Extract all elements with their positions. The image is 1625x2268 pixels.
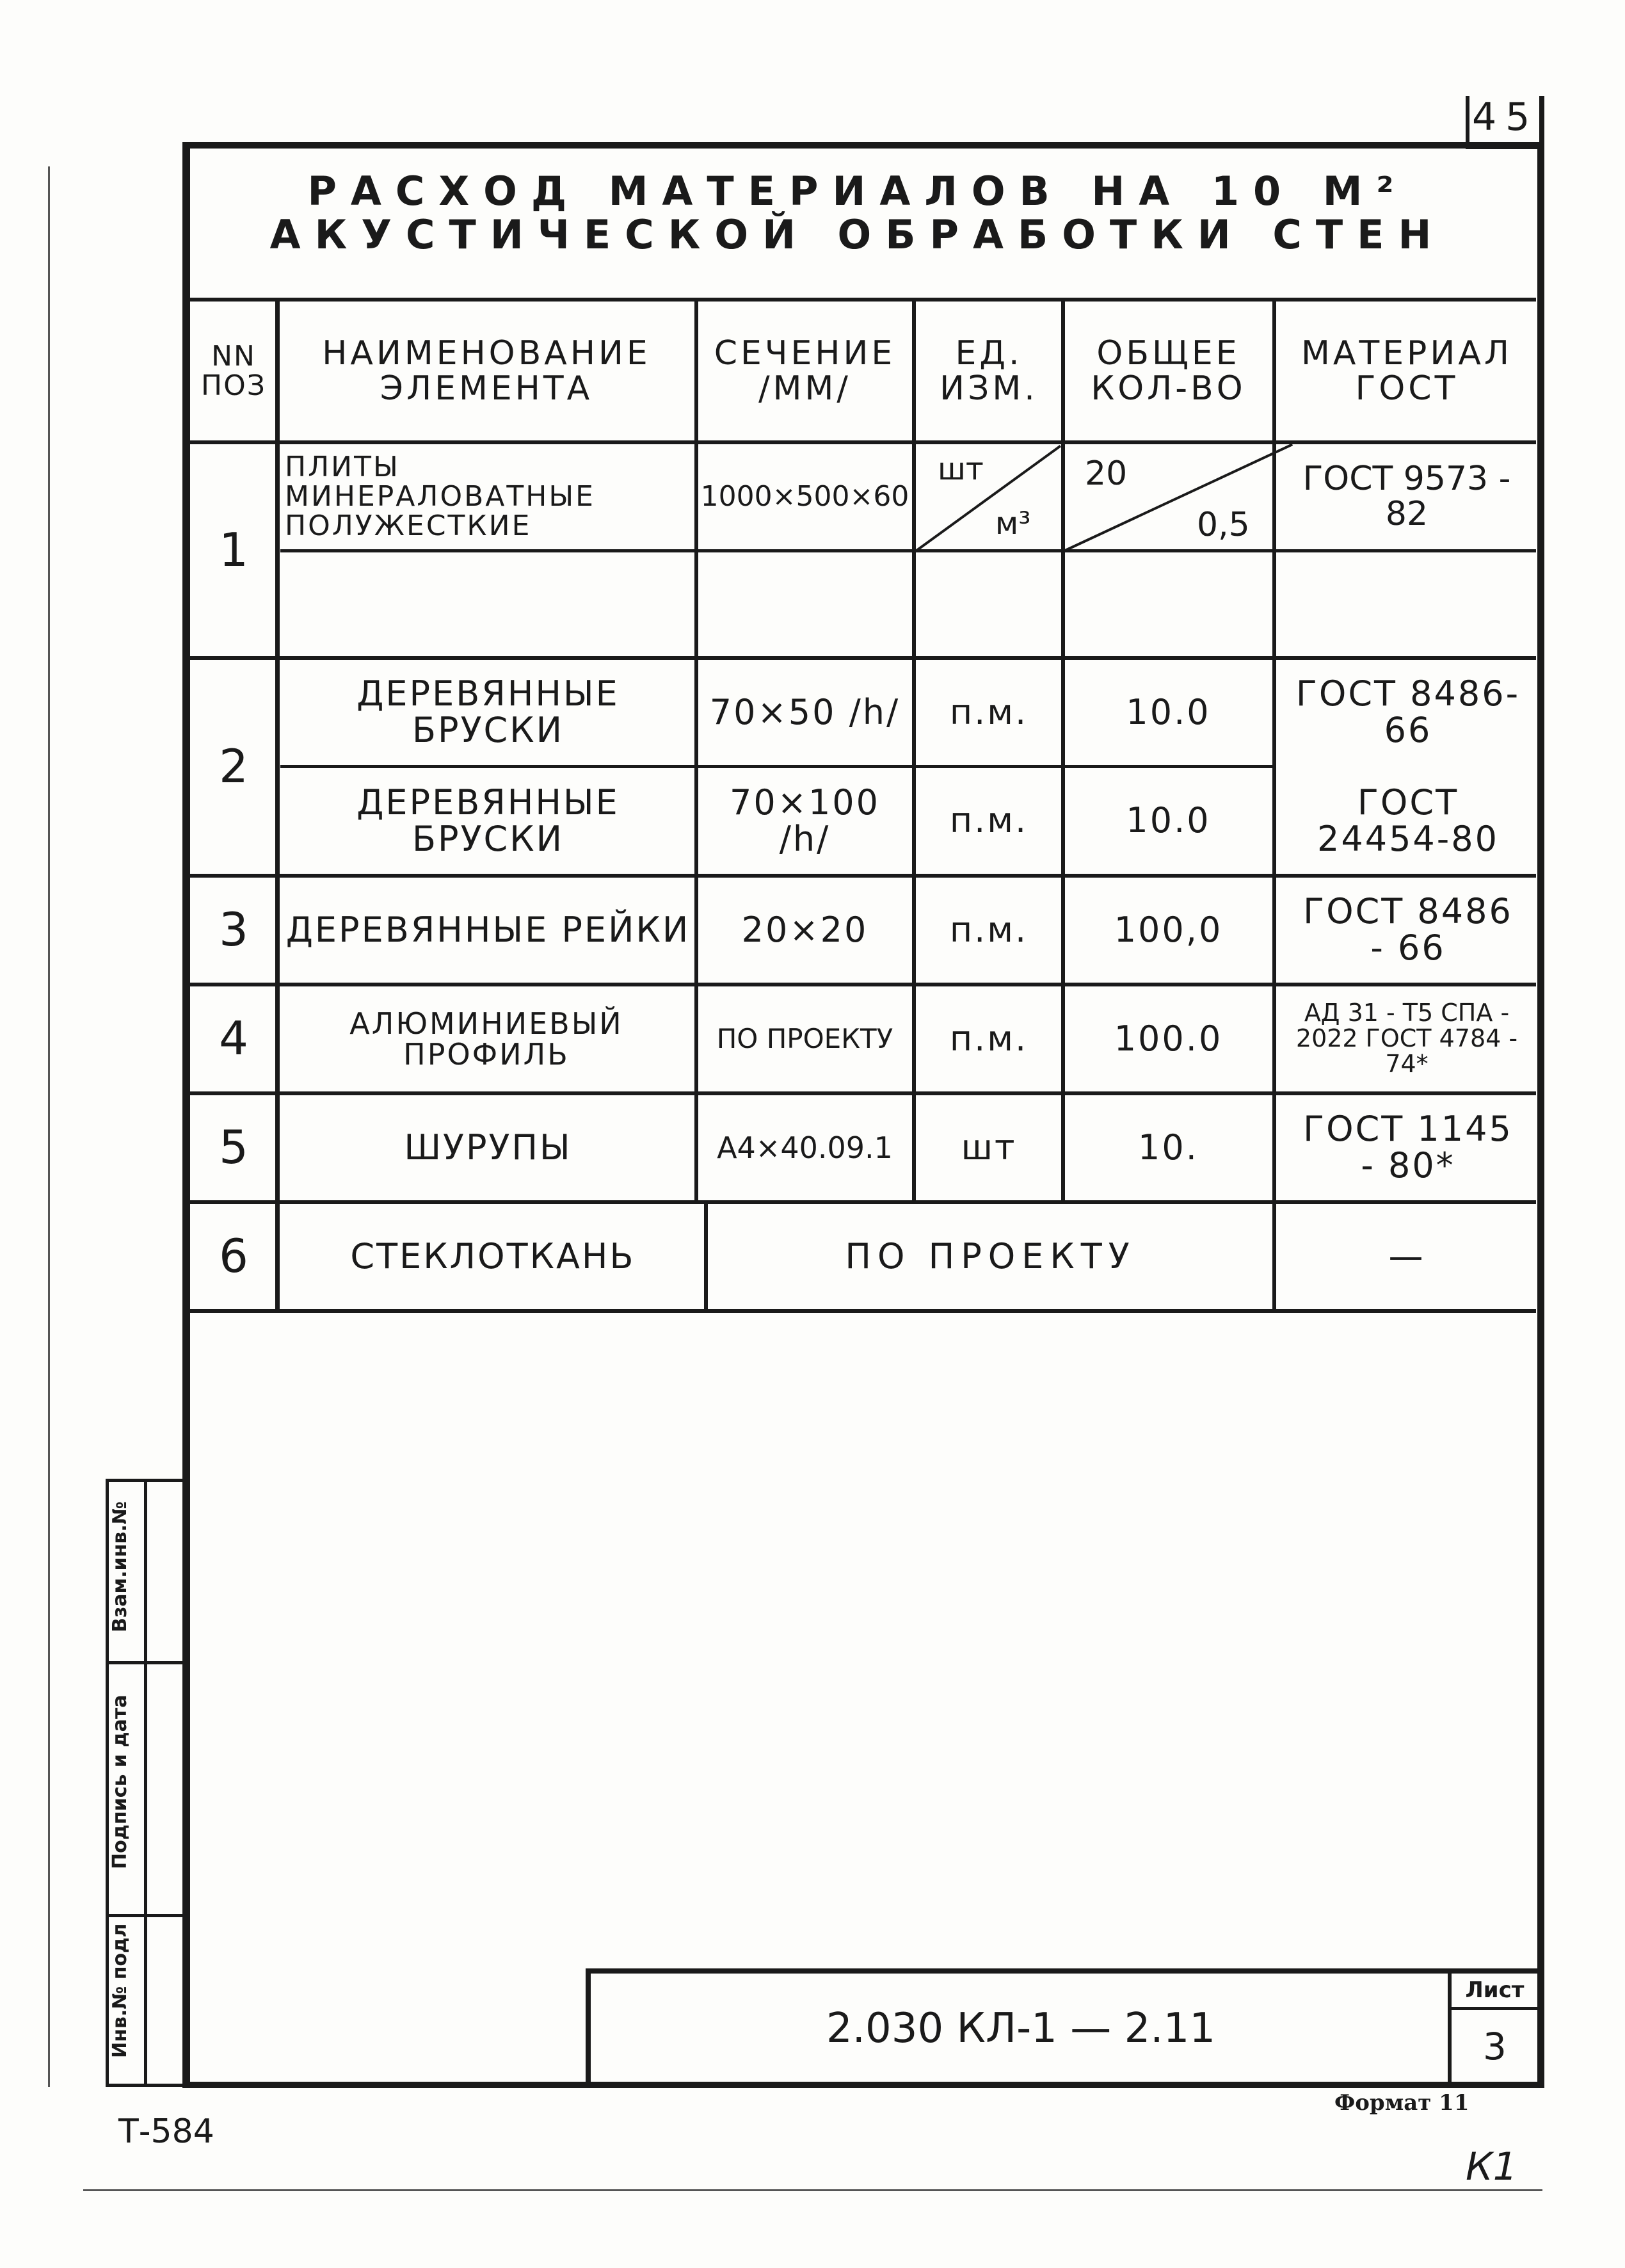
header-pos: NN ПОЗ xyxy=(201,339,266,402)
row1-section: 1000×500×60 xyxy=(700,479,909,513)
row1-unit-a: шт xyxy=(938,451,984,487)
row4-unit: п.м. xyxy=(949,1018,1029,1059)
row2b-unit: п.м. xyxy=(949,800,1029,841)
row2b-qty: 10.0 xyxy=(1126,800,1211,841)
header-name: НАИМЕНОВАНИЕ ЭЛЕМЕНТА xyxy=(322,334,651,408)
side-stamp-field1: Взам.инв.№ xyxy=(109,1501,131,1632)
row3-pos: 3 xyxy=(219,903,248,957)
row4-qty: 100.0 xyxy=(1114,1018,1223,1059)
row1-name: ПЛИТЫ МИНЕРАЛОВАТНЫЕ ПОЛУЖЕСТКИЕ xyxy=(285,450,595,543)
row4-name: АЛЮМИНИЕВЫЙ ПРОФИЛЬ xyxy=(349,1006,623,1072)
bottom-edge xyxy=(83,2189,1542,2191)
row2a-unit: п.м. xyxy=(949,691,1029,732)
bottom-right-mark: К1 xyxy=(1466,2144,1517,2189)
sheet-number-divider xyxy=(1466,96,1469,147)
row3-name: ДЕРЕВЯННЫЕ РЕЙКИ xyxy=(285,909,691,950)
row3-section: 20×20 xyxy=(741,909,869,950)
title-block-code: 2.030 КЛ-1 — 2.11 xyxy=(826,2005,1216,2053)
row6-section: ПО ПРОЕКТУ xyxy=(845,1235,1136,1276)
header-unit: ЕД. ИЗМ. xyxy=(940,334,1038,408)
row2-pos: 2 xyxy=(219,739,248,794)
row5-unit: шт xyxy=(961,1127,1017,1168)
sheet-number-top: 45 xyxy=(1472,95,1539,140)
side-stamp-field2: Подпись и дата xyxy=(109,1694,131,1869)
side-stamp-col xyxy=(144,1479,147,2087)
row2a-qty: 10.0 xyxy=(1126,691,1211,732)
scan-edge xyxy=(48,166,50,2087)
row5-qty: 10. xyxy=(1138,1127,1199,1168)
row3-qty: 100,0 xyxy=(1114,909,1223,950)
title-block-sheet-label: Лист xyxy=(1465,1977,1525,2004)
row4-pos: 4 xyxy=(219,1011,248,1066)
row5-material: ГОСТ 1145 - 80* xyxy=(1303,1109,1513,1186)
title-line-2: АКУСТИЧЕСКОЙ ОБРАБОТКИ СТЕН xyxy=(269,211,1446,258)
row3-material: ГОСТ 8486 - 66 xyxy=(1303,891,1513,968)
title-block-sheet-value: 3 xyxy=(1483,2025,1507,2069)
row4-material: АД 31 - Т5 СПА - 2022 ГОСТ 4784 - 74* xyxy=(1295,999,1518,1078)
header-qty: ОБЩЕЕ КОЛ-ВО xyxy=(1091,334,1246,408)
side-stamp-field3: Инв.№ подл xyxy=(109,1923,131,2058)
row2a-material: ГОСТ 8486-66 xyxy=(1295,673,1521,750)
row2b-section: 70×100 /h/ xyxy=(729,782,881,859)
row5-pos: 5 xyxy=(219,1120,248,1175)
row3-unit: п.м. xyxy=(949,909,1029,950)
row6-material: — xyxy=(1388,1235,1425,1276)
row1-qty-b: 0,5 xyxy=(1197,506,1250,544)
row1-material: ГОСТ 9573 - 82 xyxy=(1302,460,1511,533)
side-stamp-sep2 xyxy=(106,1914,186,1917)
row2b-material: ГОСТ 24454-80 xyxy=(1317,782,1499,859)
row4-section: ПО ПРОЕКТУ xyxy=(716,1022,893,1054)
row2b-name: ДЕРЕВЯННЫЕ БРУСКИ xyxy=(356,782,620,859)
side-stamp-sep1 xyxy=(106,1661,186,1664)
row6-pos: 6 xyxy=(219,1229,248,1283)
row2a-name: ДЕРЕВЯННЫЕ БРУСКИ xyxy=(356,673,620,750)
bottom-left-code: Т-584 xyxy=(118,2112,214,2151)
row1-unit-b: м³ xyxy=(995,506,1031,542)
format-label: Формат 11 xyxy=(1334,2090,1469,2116)
header-section: СЕЧЕНИЕ /ММ/ xyxy=(714,334,896,408)
row5-name: ШУРУПЫ xyxy=(404,1127,572,1168)
row1-pos: 1 xyxy=(219,522,248,577)
row6-name: СТЕКЛОТКАНЬ xyxy=(350,1235,636,1276)
header-material: МАТЕРИАЛ ГОСТ xyxy=(1301,334,1512,408)
row1-qty-a: 20 xyxy=(1085,454,1128,493)
title-line-1: РАСХОД МАТЕРИАЛОВ НА 10 М² xyxy=(307,168,1408,214)
row5-section: А4×40.09.1 xyxy=(717,1130,893,1165)
row2a-section: 70×50 /h/ xyxy=(709,691,901,732)
